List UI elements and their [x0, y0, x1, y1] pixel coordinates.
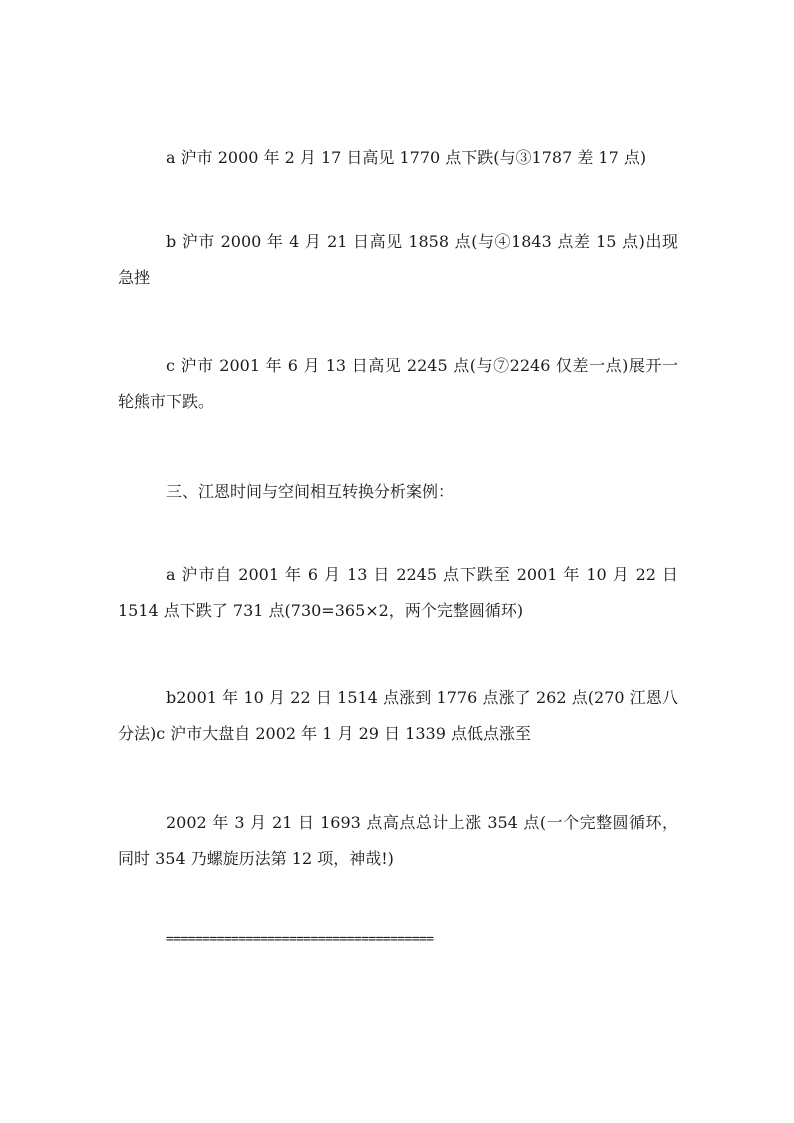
paragraph-case-b: b2001 年 10 月 22 日 1514 点涨到 1776 点涨了 262 点(270 江恩八分法)c 沪市大盘自 2002 年 1 月 29 日 1339 点低点涨至 — [118, 688, 678, 743]
paragraph-c-2001-jun: c 沪市 2001 年 6 月 13 日高见 2245 点(与⑦2246 仅差一点)展开一轮熊市下跌。 — [118, 356, 678, 411]
paragraph-case-a: a 沪市自 2001 年 6 月 13 日 2245 点下跌至 2001 年 10 月 22 日 1514 点下跌了 731 点(730=365×2，两个完整圆循环) — [118, 565, 678, 620]
paragraph-case-c-cont: 2002 年 3 月 21 日 1693 点高点总计上涨 354 点(一个完整圆循环，同时 354 乃螺旋历法第 12 项，神哉!) — [118, 813, 678, 868]
paragraph-b-2000-apr: b 沪市 2000 年 4 月 21 日高见 1858 点(与④1843 点差 15 点)出现急挫 — [118, 232, 678, 287]
section-heading: 三、江恩时间与空间相互转换分析案例： — [166, 482, 455, 501]
separator-line: ===================================== — [166, 932, 434, 947]
paragraph-a-2000-feb: a 沪市 2000 年 2 月 17 日高见 1770 点下跌(与③1787 差 17 点) — [166, 148, 647, 167]
